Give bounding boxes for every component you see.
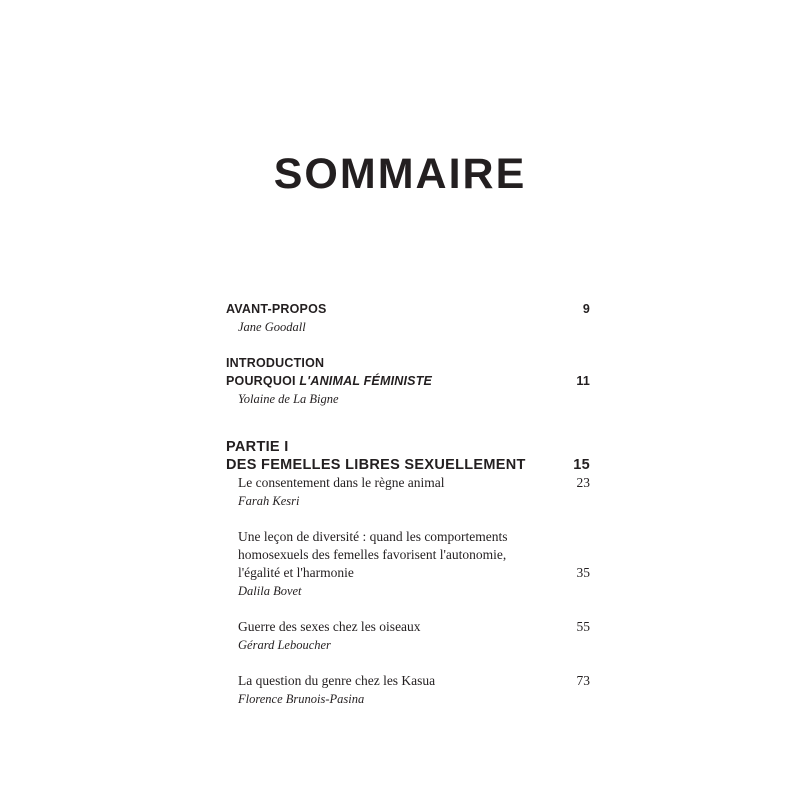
toc-chapter-title: l'égalité et l'harmonie xyxy=(238,565,354,580)
toc-chapter-title: homosexuels des femelles favorisent l'autonomie, xyxy=(238,547,507,562)
toc-page-number: 73 xyxy=(576,673,590,688)
toc-page-number: 35 xyxy=(576,565,590,580)
toc-chapter[interactable] xyxy=(226,672,590,690)
toc-entry-introduction-title[interactable] xyxy=(226,372,590,390)
toc-page-number: 9 xyxy=(582,302,590,316)
toc-part-label: PARTIE I xyxy=(226,439,289,455)
spacer xyxy=(226,654,590,672)
toc-heading: AVANT-PROPOS xyxy=(226,302,327,316)
toc-author: Gérard Leboucher xyxy=(238,638,331,652)
toc-author-row xyxy=(226,318,590,336)
toc-entry-avant-propos[interactable] xyxy=(226,300,590,318)
toc-part-title: DES FEMELLES LIBRES SEXUELLEMENT xyxy=(226,457,526,473)
toc-author-row xyxy=(226,636,590,654)
toc-chapter[interactable] xyxy=(226,618,590,636)
toc-part-title-row[interactable] xyxy=(226,456,590,474)
toc-author-row xyxy=(226,582,590,600)
toc-chapter-title: Le consentement dans le règne animal xyxy=(238,475,445,490)
toc-author: Jane Goodall xyxy=(238,320,306,334)
toc-entry-introduction[interactable] xyxy=(226,354,590,372)
toc-page-number: 55 xyxy=(576,619,590,634)
spacer xyxy=(226,600,590,618)
spacer xyxy=(226,336,590,354)
spacer xyxy=(226,408,590,438)
spacer xyxy=(226,510,590,528)
toc-chapter-title: La question du genre chez les Kasua xyxy=(238,673,436,688)
toc-author: Florence Brunois-Pasina xyxy=(238,692,365,706)
toc-chapter-continued[interactable] xyxy=(226,564,590,582)
toc-author-row xyxy=(226,492,590,510)
toc-page-number: 23 xyxy=(576,475,590,490)
toc-chapter[interactable] xyxy=(226,474,590,492)
toc-part-label-row xyxy=(226,438,590,456)
page-title: SOMMAIRE xyxy=(273,150,527,198)
toc-author-row xyxy=(226,690,590,708)
toc-page-number: 15 xyxy=(573,457,590,473)
toc-page-number: 11 xyxy=(576,374,590,388)
toc-author: Yolaine de La Bigne xyxy=(238,392,339,406)
toc-heading: INTRODUCTION xyxy=(226,356,325,370)
toc-author-row xyxy=(226,390,590,408)
toc-author: Farah Kesri xyxy=(238,494,300,508)
toc-heading-prefix: POURQUOI xyxy=(226,374,300,388)
toc-chapter-title: Guerre des sexes chez les oiseaux xyxy=(238,619,421,634)
toc-chapter-continued[interactable] xyxy=(226,546,590,564)
toc-heading-italic: L'ANIMAL FÉMINISTE xyxy=(299,374,433,388)
toc-chapter-title: Une leçon de diversité : quand les comportements xyxy=(238,529,508,544)
table-of-contents xyxy=(226,300,590,708)
toc-chapter[interactable] xyxy=(226,528,590,546)
toc-author: Dalila Bovet xyxy=(238,584,302,598)
